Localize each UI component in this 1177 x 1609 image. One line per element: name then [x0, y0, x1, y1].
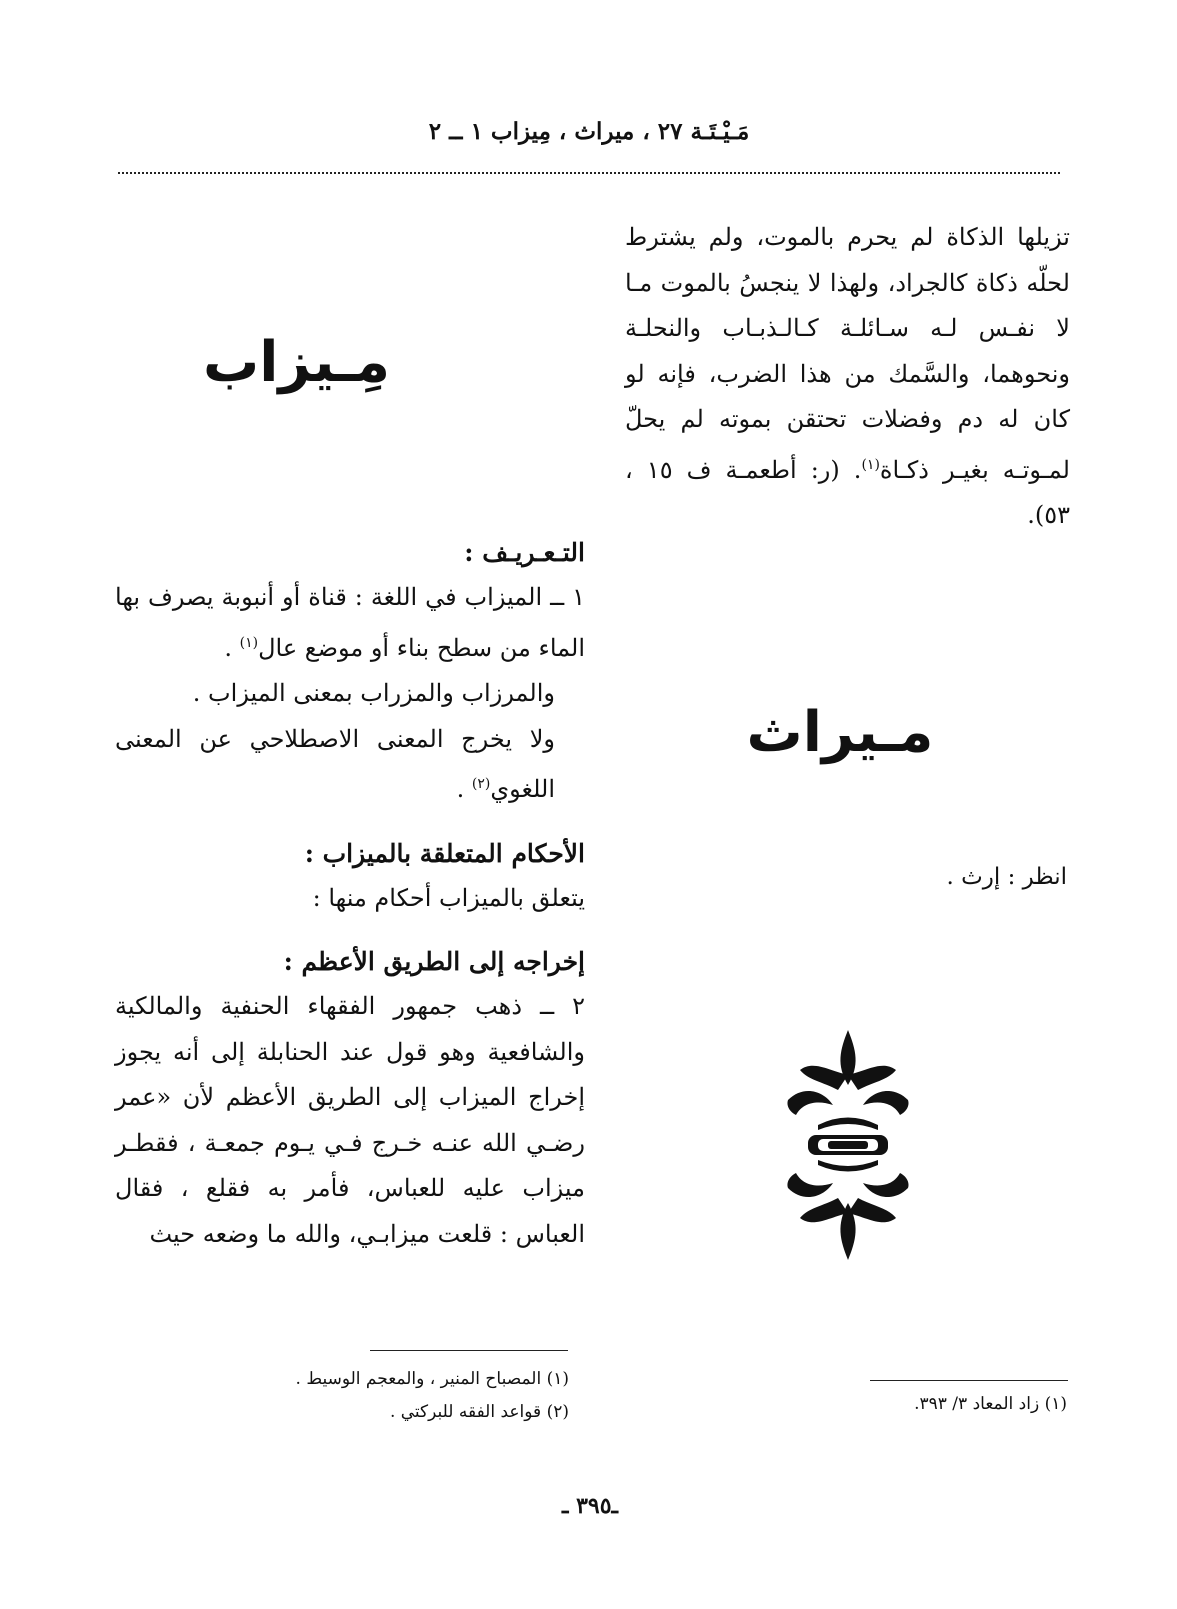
exit-heading: إخراجه إلى الطريق الأعظم :	[283, 947, 585, 976]
footnote-ref: (١)	[239, 634, 259, 651]
right-footnote: (١) زاد المعاد ٣/ ٣٩٣.	[914, 1394, 1067, 1414]
exit-paragraph: ٢ ــ ذهب جمهور الفقهاء الحنفية والمالكية والشافعية وهو قول عند الحنابلة إلى أنه يجوز إخراج الميزاب إلى الطريق الأعظم لأن «عمر رضـي الله عنـه خـرج فـي يـوم جمعـة ، فقطـر ميزاب عليه للعباس، فأمر به فقلع ، فقال العباس : قلعت ميزابـي، والله ما وضعه حيث	[115, 992, 585, 1248]
definition-paragraph-3-text: ولا يخرج المعنى الاصطلاحي عن المعنى اللغوي	[115, 724, 555, 803]
definition-paragraph-1-text: ١ ــ الميزاب في اللغة : قناة أو أنبوبة يصرف بها الماء من سطح بناء أو موضع عال	[115, 583, 585, 662]
definition-paragraph-3-tail: .	[456, 775, 472, 803]
definition-paragraph-2: والمرزاب والمزراب بمعنى الميزاب .	[192, 679, 555, 707]
entry-title-mizab: مِـيزاب	[203, 330, 390, 395]
ornament-icon	[778, 1030, 918, 1260]
footnote-ref: (١)	[861, 456, 880, 473]
right-footnote-divider	[870, 1380, 1068, 1381]
rulings-heading: الأحكام المتعلقة بالميزاب :	[304, 838, 585, 868]
rulings-text: يتعلق بالميزاب أحكام منها :	[312, 883, 585, 912]
definition-paragraph-1	[115, 575, 585, 671]
left-footnote-1: (١) المصباح المنير ، والمعجم الوسيط .	[295, 1369, 569, 1389]
right-paragraph	[625, 215, 1070, 539]
definition-paragraph-3	[115, 717, 585, 813]
right-paragraph-text: تزيلها الذكاة لم يحرم بالموت، ولم يشترط لحلّه ذكاة كالجراد، ولهذا لا ينجسُ بالموت مـا لا نفـس لـه سـائلـة كـالـذبـاب والنحلـة ونحوهما، والسَّمك من هذا الضرب، فإنه لو كان له دم وفضلات تحتقن بموته لم يحلّ لمـوتـه بغيـر ذكـاة	[625, 223, 1070, 484]
spacer	[115, 813, 585, 831]
right-paragraph-tail: . (ر: أطعمـة ف ١٥ ، ٥٣).	[625, 455, 1070, 529]
footnote-ref: (٢)	[471, 776, 491, 792]
spacer	[115, 921, 585, 939]
header-divider	[118, 172, 1060, 174]
definition-heading: التـعـريـف :	[464, 538, 585, 567]
see-also-reference: انظر : إرث .	[946, 864, 1067, 890]
page-number: ـ٣٩٥ ـ	[561, 1493, 618, 1519]
entry-title-mirath: مـيراث	[746, 700, 934, 765]
left-footnote-divider	[370, 1350, 568, 1351]
definition-paragraph-1-tail: .	[224, 633, 240, 662]
left-footnote-2: (٢) قواعد الفقه للبركتي .	[389, 1402, 569, 1422]
left-column	[115, 530, 585, 1257]
running-header: مَـيْـتَـة ٢٧ ، ميراث ، مِيزاب ١ ــ ٢	[428, 118, 750, 145]
right-column	[625, 215, 1070, 539]
